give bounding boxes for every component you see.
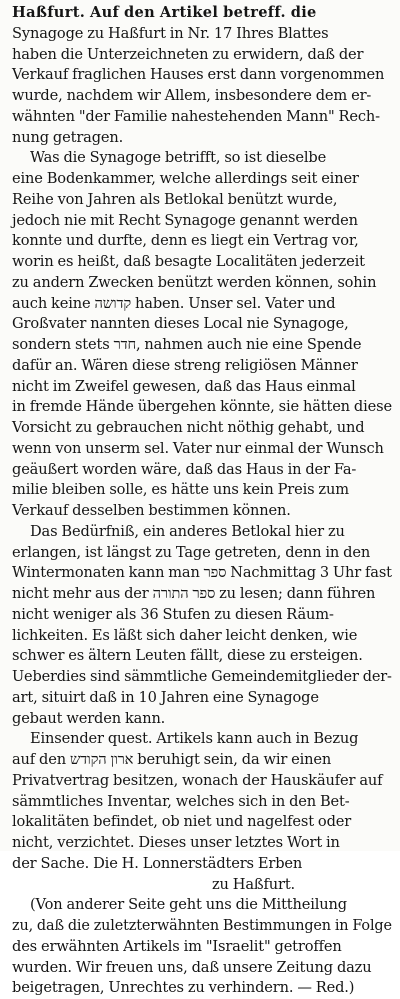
article-line: dafür an. Wären diese streng religiösen Männer — [12, 356, 358, 374]
editor-note-line: beigetragen, Unrechtes zu verhindern. — Red.) — [12, 979, 355, 997]
article-line: zu andern Zwecken benützt werden können, sohin — [12, 273, 377, 291]
article-line: sondern stets חדר, nahmen auch nie eine Spende — [12, 336, 362, 353]
article-line: lokalitäten befindet, ob niet und nagelfest oder — [12, 813, 352, 831]
article-line: haben die Unterzeichneten zu erwidern, daß der — [12, 45, 364, 63]
article-line: Ueberdies sind sämmtliche Gemeindemitglieder der- — [12, 668, 392, 685]
article-line: Synagoge zu Haßfurt in Nr. 17 Ihres Blattes — [12, 24, 329, 42]
article-line: Verkauf fraglichen Hauses erst dann vorgenommen — [12, 66, 385, 84]
article-line: nung getragen. — [12, 128, 124, 146]
article-line: auf den ארון הקודש beruhigt sein, da wir einen — [12, 751, 332, 768]
paragraph-start-line: Das Bedürfniß, ein anderes Betlokal hier zu — [30, 522, 345, 540]
article-line: nicht weniger als 36 Stufen zu diesen Räum- — [12, 605, 334, 623]
paragraph-start-line: Was die Synagoge betrifft, so ist dieselbe — [30, 149, 327, 167]
article-line: Vorsicht zu gebrauchen nicht nöthig gehabt, und — [12, 419, 365, 436]
article-line: Reihe von Jahren als Betlokal benützt wurde, — [12, 190, 338, 208]
article-line: geäußert worden wäre, daß das Haus in der Fa- — [12, 460, 357, 478]
article-line: eine Bodenkammer, welche allerdings seit einer — [12, 170, 359, 187]
editor-note-line: wurden. Wir freuen uns, daß unsere Zeitung dazu — [12, 958, 372, 976]
article-line: Privatvertrag besitzen, wonach der Hauskäufer auf — [12, 771, 383, 789]
article-line: wähnten "der Familie nahestehenden Mann" Rech- — [12, 107, 380, 125]
article-line: nicht mehr aus der ספר התורה zu lesen; dann führen — [12, 585, 376, 602]
editor-note-line: des erwähnten Artikels im "Israelit" getroffen — [12, 937, 342, 955]
article-line: gebaut werden kann. — [12, 709, 166, 727]
article-line: nicht, verzichtet. Dieses unser letztes Wort in — [12, 834, 340, 851]
article-line: auch keine קדושה haben. Unser sel. Vater und — [12, 294, 336, 312]
paragraph-start-line: Einsender quest. Artikels kann auch in Bezug — [30, 730, 359, 748]
article-line: worin es heißt, daß besagte Localitäten jederzeit — [12, 253, 365, 270]
article-line: schwer es ältern Leuten fällt, diese zu ersteigen. — [12, 647, 363, 665]
editor-note-line: zu, daß die zuletzterwähnten Bestimmungen in Folge — [12, 917, 392, 934]
article-line-dateline: Haßfurt. Auf den Artikel betreff. die — [12, 4, 317, 21]
article-line: milie bleiben solle, es hätte uns kein Preis zum — [12, 481, 349, 499]
article-line: sämmtliches Inventar, welches sich in den Bet- — [12, 792, 350, 810]
article-line: Wintermonaten kann man ספר Nachmittag 3 Uhr fast — [12, 564, 392, 582]
article-line: erlangen, ist längst zu Tage getreten, denn in den — [12, 543, 371, 561]
article-line: in fremde Hände übergehen könnte, sie hätten diese — [12, 398, 392, 416]
article-line: jedoch nie mit Recht Synagoge genannt werden — [12, 211, 358, 229]
article-line: konnte und durfte, denn es liegt ein Vertrag vor, — [12, 232, 359, 250]
article-column — [12, 3, 392, 999]
article-line: Großvater nannten dieses Local nie Synagoge, — [12, 315, 349, 333]
article-line: wurde, nachdem wir Allem, insbesondere dem er- — [12, 87, 372, 104]
article-line: Verkauf desselben bestimmen können. — [12, 502, 291, 519]
article-line: wenn von unserm sel. Vater nur einmal der Wunsch — [12, 439, 384, 457]
article-line: art, situirt daß in 10 Jahren eine Synagoge — [12, 688, 319, 706]
signature-place: zu Haßfurt. — [212, 875, 296, 893]
editor-note-start-line: (Von anderer Seite geht uns die Mittheilung — [30, 896, 347, 914]
article-line: lichkeiten. Es läßt sich daher leicht denken, wie — [12, 626, 358, 644]
signature-line: der Sache. Die H. Lonnerstädters Erben — [12, 854, 303, 872]
article-line: nicht im Zweifel gewesen, daß das Haus einmal — [12, 377, 356, 395]
